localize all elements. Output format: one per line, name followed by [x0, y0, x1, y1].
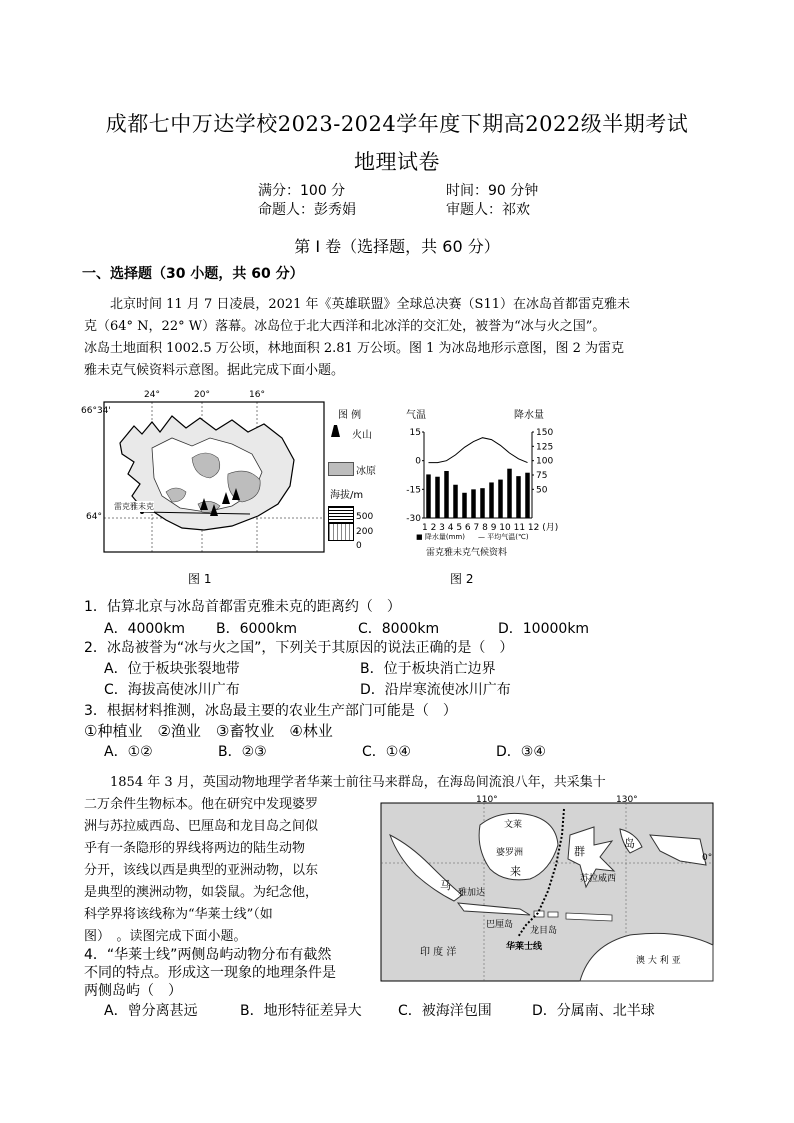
- legend-elevation-title: 海拔/m: [330, 490, 364, 501]
- city-label-reykjavik: 雷克雅未克: [114, 502, 154, 511]
- exam-time: 时间：90 分钟: [446, 183, 539, 199]
- map-label-australia: 澳 大 利 亚: [636, 956, 681, 966]
- passage-1-line: 雅未克气候资料示意图。据此完成下面小题。: [84, 363, 345, 378]
- question-1-option[interactable]: A．4000km: [104, 621, 185, 637]
- map-label-wallace-line: 华莱士线: [506, 942, 543, 952]
- section-title: 第 I 卷（选择题，共 60 分）: [294, 237, 500, 256]
- exam-subtitle: 地理试卷: [354, 150, 440, 174]
- question-3-option[interactable]: B．②③: [218, 744, 267, 760]
- temp-tick-label: 0: [415, 456, 421, 467]
- temp-tick-label: 15: [409, 428, 421, 438]
- legend-volcano-label: 火山: [352, 430, 372, 441]
- passage-1-line: 克（64° N，22° W）落幕。冰岛位于北大西洋和北冰洋的交汇处，被誉为“冰与火之国”。: [84, 319, 606, 334]
- legend-precipitation: ■ 降水量(mm): [416, 533, 465, 541]
- map-label-brunei: 文莱: [504, 820, 523, 830]
- precip-bar-month-9: [498, 480, 503, 518]
- map-lon-label: 130°: [616, 795, 638, 805]
- question-4-option[interactable]: C．被海洋包围: [398, 1003, 492, 1019]
- exam-author: 命题人：彭秀娟: [258, 202, 356, 218]
- legend-title: 图 例: [338, 410, 362, 421]
- question-2-stem: 2．冰岛被誉为“冰与火之国”，下列关于其原因的说法正确的是（ ）: [84, 640, 514, 656]
- precip-tick-label: 150: [536, 428, 554, 438]
- precip-bar-month-10: [507, 469, 512, 518]
- question-4-stem-line: 两侧岛屿（ ）: [84, 983, 182, 999]
- question-1-option[interactable]: D．10000km: [498, 621, 590, 637]
- lon-label: 24°: [144, 390, 160, 400]
- passage-1-line: 冰岛土地面积 1002.5 万公顷，林地面积 2.81 万公顷。图 1 为冰岛地形示意图，图 2 为雷克: [84, 341, 625, 356]
- precip-tick-label: 125: [536, 442, 554, 453]
- temp-axis-label: 气温: [406, 410, 426, 421]
- question-3-items: ①种植业 ②渔业 ③畜牧业 ④林业: [84, 722, 333, 740]
- precip-bar-month-2: [435, 477, 440, 518]
- map-label-borneo: 婆罗洲: [496, 848, 524, 858]
- question-3-option[interactable]: D．③④: [496, 744, 546, 760]
- map-label-sulawesi: 苏拉威西: [580, 874, 617, 884]
- temperature-line: [429, 438, 528, 463]
- elevation-value: 200: [356, 527, 374, 537]
- elevation-value: 500: [356, 512, 374, 522]
- question-3-option[interactable]: A．①②: [104, 744, 153, 760]
- precip-tick-label: 75: [536, 471, 548, 481]
- temp-tick-label: -15: [406, 485, 421, 496]
- precip-bar-month-1: [426, 474, 431, 518]
- month-axis-label: 1 2 3 4 5 6 7 8 9 10 11 12 (月): [422, 523, 559, 533]
- volcano-icon: [328, 424, 342, 438]
- precip-bar-month-11: [516, 476, 521, 518]
- part-heading: 一、选择题（30 小题，共 60 分）: [82, 266, 304, 282]
- figure-1-iceland-map: [82, 388, 332, 553]
- lon-label: 16°: [249, 390, 265, 400]
- lat-label-top: 66°34': [81, 406, 111, 416]
- precip-bar-month-8: [489, 482, 494, 518]
- question-3-stem: 3．根据材料推测，冰岛最主要的农业生产部门可能是（ ）: [84, 703, 457, 719]
- iceland-map-svg: [82, 388, 332, 553]
- precip-axis-label: 降水量: [514, 410, 544, 421]
- climate-chart-subtitle: 雷克雅未克气候资料: [426, 548, 508, 558]
- map-lon-label: 110°: [476, 795, 498, 805]
- question-1-option[interactable]: B．6000km: [216, 621, 297, 637]
- passage-1-line: 北京时间 11 月 7 日凌晨，2021 年《英雄联盟》全球总决赛（S11）在冰岛首都雷克雅未: [110, 297, 631, 312]
- map-label-indian-ocean: 印 度 洋: [420, 947, 457, 958]
- question-2-option[interactable]: B．位于板块消亡边界: [360, 661, 496, 677]
- question-4-option[interactable]: D．分属南、北半球: [532, 1003, 655, 1019]
- question-4-option[interactable]: B．地形特征差异大: [240, 1003, 362, 1019]
- figure-2-climate-chart: [396, 402, 566, 562]
- precip-bar-month-3: [444, 471, 449, 518]
- map-lat-label: 0°: [702, 853, 713, 863]
- precip-tick-label: 100: [536, 456, 554, 467]
- exam-title: 成都七中万达学校2023-2024学年度下期高2022级半期考试: [105, 112, 689, 136]
- question-4-stem-line: 4．“华莱士线”两侧岛屿动物分布有截然: [84, 947, 332, 963]
- passage-1: [84, 294, 714, 382]
- map-label-qun: 群: [574, 845, 585, 858]
- map-label-bali: 巴厘岛: [486, 920, 514, 930]
- question-1-stem: 1．估算北京与冰岛首都雷克雅未克的距离约（ ）: [84, 599, 401, 615]
- question-2-option[interactable]: C．海拔高使冰川广布: [104, 682, 240, 698]
- elevation-value: 0: [356, 541, 362, 551]
- question-4-stem-line: 不同的特点。形成这一现象的地理条件是: [84, 965, 336, 981]
- question-2-option[interactable]: D．沿岸寒流使冰川广布: [360, 682, 511, 698]
- figure-1-legend: [326, 402, 396, 552]
- passage-2-line: 二万余件生物标本。他在研究中发现婆罗: [84, 797, 319, 812]
- passage-2-line: 是典型的澳洲动物，如袋鼠。为纪念他，: [84, 885, 319, 900]
- precip-bar-month-4: [453, 485, 458, 518]
- legend-glacier-label: 冰原: [356, 466, 376, 477]
- lon-label: 20°: [194, 390, 210, 400]
- elevation-swatch-high: [328, 506, 354, 524]
- passage-2-line: 图） 。读图完成下面小题。: [84, 929, 247, 944]
- figure-2-caption: 图 2: [450, 572, 474, 586]
- question-1-option[interactable]: C．8000km: [358, 621, 440, 637]
- figure-1-caption: 图 1: [188, 572, 212, 586]
- precip-bar-month-6: [471, 489, 476, 518]
- question-4-option[interactable]: A．曾分离甚远: [104, 1003, 198, 1019]
- map-label-lai: 来: [510, 865, 521, 878]
- map-label-jakarta: 雅加达: [458, 888, 486, 898]
- passage-2-first-line: 1854 年 3 月，英国动物地理学者华莱士前往马来群岛，在海岛间流浪八年，共采集十: [110, 775, 606, 790]
- temp-tick-label: -30: [406, 514, 421, 524]
- glacier-swatch: [328, 462, 354, 476]
- question-2-option[interactable]: A．位于板块张裂地带: [104, 661, 240, 677]
- map-label-ma: 马: [440, 879, 451, 892]
- precip-bar-month-7: [480, 488, 485, 518]
- passage-2-line: 乎有一条隐形的界线将两边的陆生动物: [84, 841, 306, 856]
- lat-label-bottom: 64°: [86, 512, 102, 522]
- passage-2-line: 分开，该线以西是典型的亚洲动物，以东: [84, 863, 319, 878]
- precip-bar-month-12: [525, 473, 530, 518]
- question-3-option[interactable]: C．①④: [362, 744, 411, 760]
- full-score: 满分：100 分: [258, 183, 346, 199]
- precip-bar-month-5: [462, 493, 467, 518]
- legend-temperature: — 平均气温(℃): [478, 533, 529, 541]
- wallace-line-map: [380, 795, 714, 983]
- passage-2-body: [84, 794, 374, 948]
- passage-2-line: 科学界将该线称为“华莱士线”（如: [84, 907, 273, 922]
- passage-2-line: 洲与苏拉威西岛、巴厘岛和龙目岛之间似: [84, 819, 319, 834]
- exam-reviewer: 审题人：祁欢: [446, 202, 530, 218]
- precip-tick-label: 50: [536, 485, 548, 496]
- map-label-dao: 岛: [624, 837, 635, 850]
- elevation-swatch-mid: [328, 523, 354, 541]
- map-label-lombok: 龙目岛: [530, 926, 558, 936]
